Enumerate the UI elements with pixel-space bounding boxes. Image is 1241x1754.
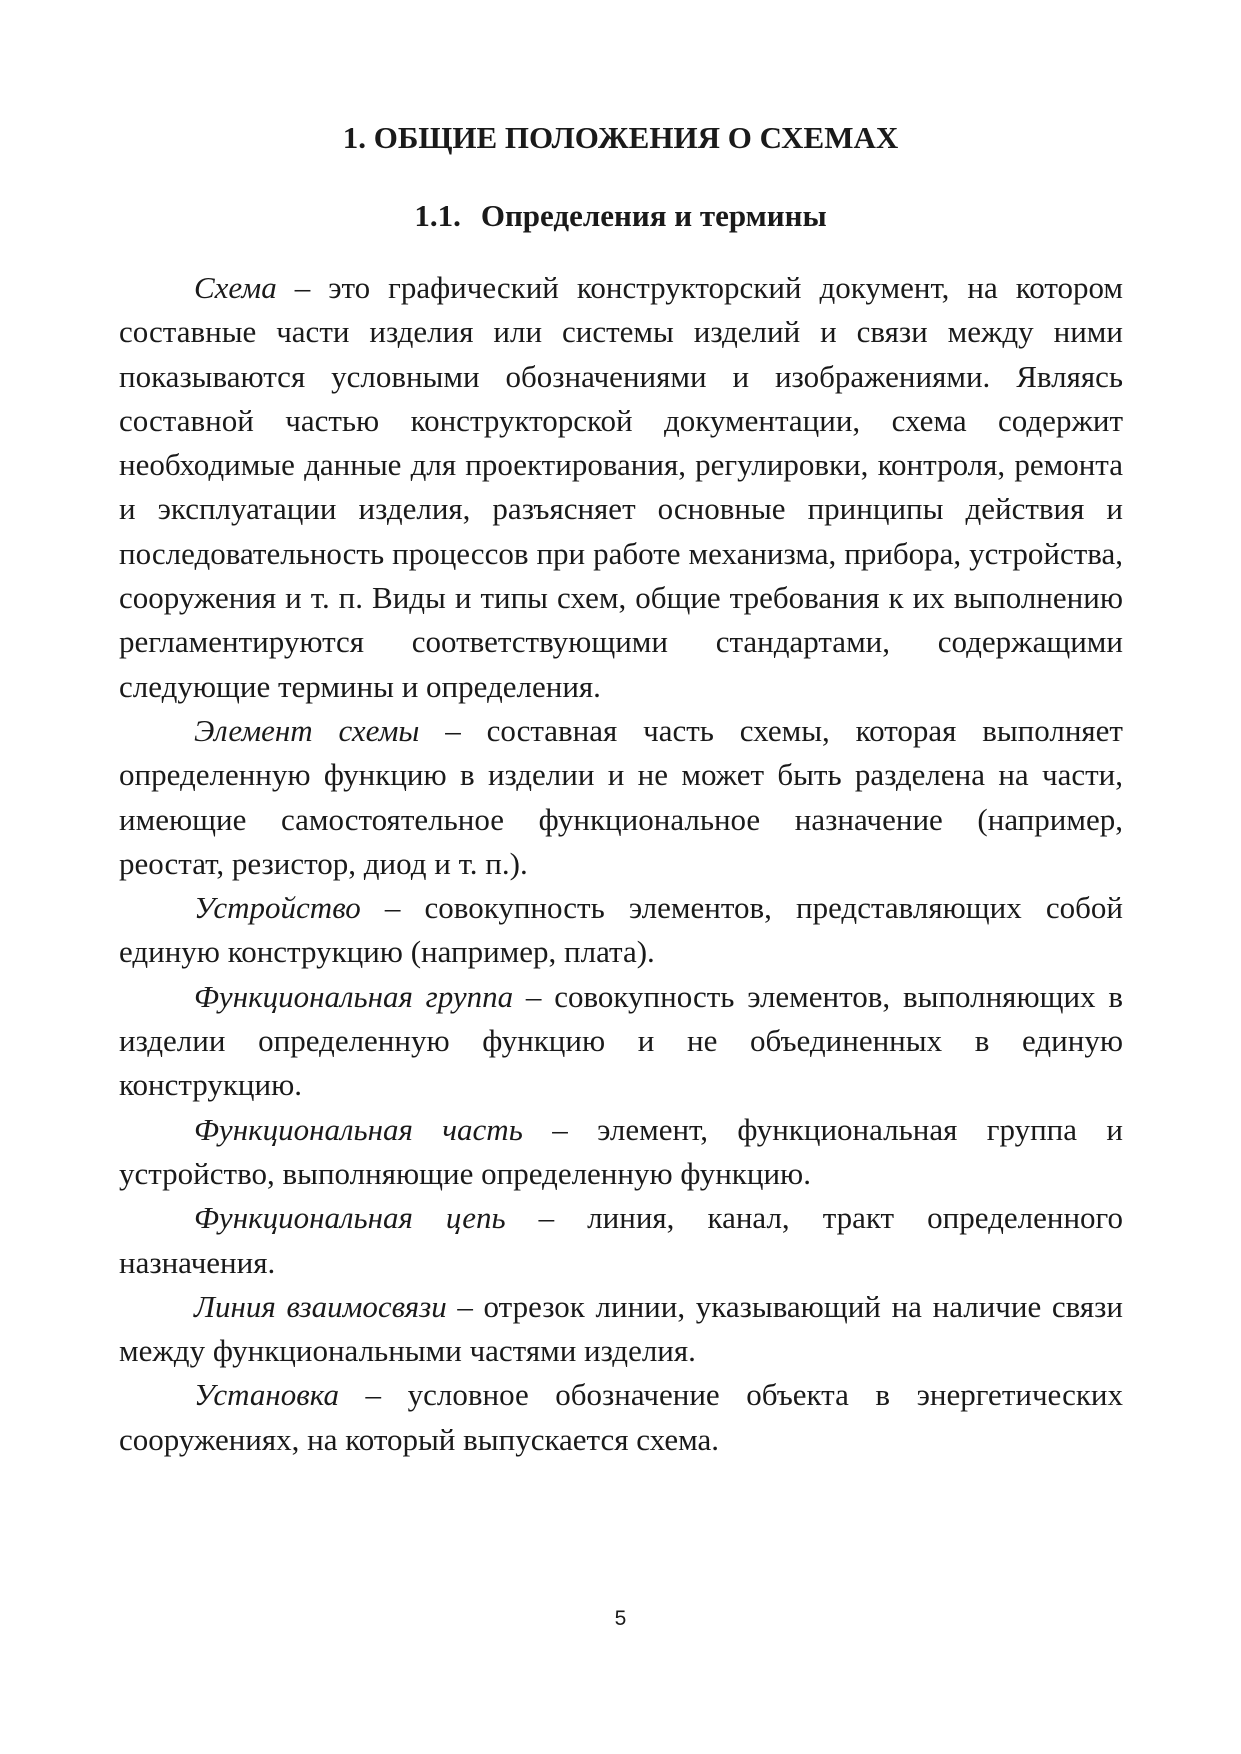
paragraph-definition [119,266,1123,709]
term: Функциональная цепь [194,1200,506,1236]
paragraph-definition [119,709,1123,886]
definition: – элемент, функциональная группа и устройство, выполняющие определенную функцию. [119,1111,1124,1191]
term: Линия взаимосвязи [194,1288,447,1324]
term: Установка [194,1377,339,1413]
section-number: 1.1. [414,198,461,233]
definition: – совокупность элементов, выполняющих в изделии определенную функцию и не объединенных в единую конструкцию. [119,978,1123,1103]
term: Устройство [194,890,361,926]
page-number: 5 [614,1607,627,1630]
definition: – это графический конструкторский документ, на котором составные части изделия или системы изделий и связи между ними показываются условными обозначениями и изображениями. Являясь составной частью конструкторской документации, схема содержит необходимые данные для проектирования, регулировки, контроля, ремонта и эксплуатации изделия, разъясняет основные принципы действия и последовательность процессов при работе механизма, прибора, устройства, сооружения и т. п. Виды и типы схем, общие требования к их выполнению регламентируются соответствующими стандартами, содержащими следующие термины и определения. [119,270,1123,704]
term: Элемент схемы [194,712,420,748]
definition: – отрезок линии, указывающий на наличие связи между функциональными частями изделия. [119,1288,1123,1369]
paragraph-definition [119,1285,1123,1374]
definition: – составная часть схемы, которая выполняет определенную функцию в изделии и не может быть разделена на части, имеющие самостоятельное функциональное назначение (например, реостат, резистор, диод и т. п.). [119,712,1123,881]
document-body [119,266,1123,1462]
term: Функциональная группа [194,978,514,1014]
definition: – условное обозначение объекта в энергетических сооружениях, на который выпускается схема. [119,1377,1123,1457]
definition: – линия, канал, тракт определенного назначения. [119,1200,1123,1280]
section-title-text: Определения и термины [480,198,827,233]
chapter-title: 1. ОБЩИЕ ПОЛОЖЕНИЯ О СХЕМАХ [342,120,899,155]
paragraph-definition [119,886,1123,975]
term: Схема [194,270,277,305]
term: Функциональная часть [194,1111,523,1147]
paragraph-definition [119,1196,1123,1285]
section-title [0,196,1241,236]
paragraph-definition [119,1373,1123,1462]
paragraph-definition [119,1108,1123,1197]
definition: – совокупность элементов, представляющих собой единую конструкцию (например, плата). [119,890,1123,970]
paragraph-definition [119,975,1123,1108]
